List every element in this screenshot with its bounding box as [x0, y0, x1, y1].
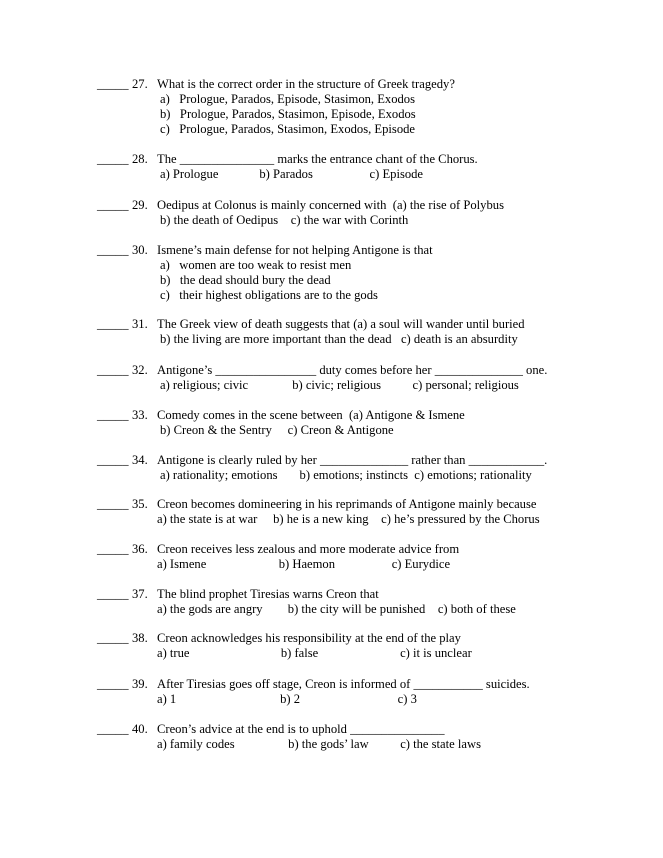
question-stem: Oedipus at Colonus is mainly concerned with (a) the rise of Polybus	[157, 198, 504, 212]
answer-options: a) women are too weak to resist men	[160, 258, 352, 273]
question-number: 30.	[132, 243, 148, 257]
answer-options: b) Creon & the Sentry c) Creon & Antigone	[160, 423, 394, 438]
answer-blank[interactable]: _____	[97, 587, 129, 601]
answer-blank[interactable]: _____	[97, 497, 129, 511]
answer-options: b) the dead should bury the dead	[160, 273, 331, 288]
question-number: 29.	[132, 198, 148, 212]
answer-options: c) their highest obligations are to the gods	[160, 288, 378, 303]
question-number: 36.	[132, 542, 148, 556]
answer-options: c) Prologue, Parados, Stasimon, Exodos, Episode	[160, 122, 415, 137]
question-number: 38.	[132, 631, 148, 645]
question-number: 27.	[132, 77, 148, 91]
answer-options: b) Prologue, Parados, Stasimon, Episode, Exodos	[160, 107, 416, 122]
answer-options: b) the living are more important than the dead c) death is an absurdity	[160, 332, 518, 347]
question-number: 40.	[132, 722, 148, 736]
answer-options: a) the gods are angry b) the city will be punished c) both of these	[157, 602, 516, 617]
question-number: 33.	[132, 408, 148, 422]
question-stem: Creon acknowledges his responsibility at the end of the play	[157, 631, 461, 645]
answer-blank[interactable]: _____	[97, 408, 129, 422]
answer-options: b) the death of Oedipus c) the war with Corinth	[160, 213, 409, 228]
question-stem: Antigone is clearly ruled by her ______________ rather than ____________.	[157, 453, 548, 467]
question-stem: The blind prophet Tiresias warns Creon that	[157, 587, 379, 601]
answer-blank[interactable]: _____	[97, 363, 129, 377]
question-stem: Comedy comes in the scene between (a) Antigone & Ismene	[157, 408, 465, 422]
answer-options: a) the state is at war b) he is a new king c) he’s pressured by the Chorus	[157, 512, 540, 527]
question-number: 39.	[132, 677, 148, 691]
question-stem: Ismene’s main defense for not helping Antigone is that	[157, 243, 433, 257]
question-stem: Creon receives less zealous and more moderate advice from	[157, 542, 460, 556]
question-number: 28.	[132, 152, 148, 166]
question-stem: What is the correct order in the structure of Greek tragedy?	[157, 77, 455, 91]
answer-blank[interactable]: _____	[97, 152, 129, 166]
answer-options: a) 1 b) 2 c) 3	[157, 692, 417, 707]
question-stem: The _______________ marks the entrance chant of the Chorus.	[157, 152, 478, 166]
answer-blank[interactable]: _____	[97, 77, 129, 91]
question-number: 35.	[132, 497, 148, 511]
answer-blank[interactable]: _____	[97, 677, 129, 691]
answer-options: a) true b) false c) it is unclear	[157, 646, 472, 661]
answer-blank[interactable]: _____	[97, 722, 129, 736]
question-stem: The Greek view of death suggests that (a) a soul will wander until buried	[157, 317, 525, 331]
answer-options: a) Prologue, Parados, Episode, Stasimon, Exodos	[160, 92, 415, 107]
answer-blank[interactable]: _____	[97, 453, 129, 467]
question-stem: After Tiresias goes off stage, Creon is informed of ___________ suicides.	[157, 677, 530, 691]
answer-options: a) rationality; emotions b) emotions; instincts c) emotions; rationality	[160, 468, 532, 483]
answer-blank[interactable]: _____	[97, 317, 129, 331]
answer-blank[interactable]: _____	[97, 243, 129, 257]
answer-options: a) Prologue b) Parados c) Episode	[160, 167, 424, 182]
question-stem: Creon’s advice at the end is to uphold _______________	[157, 722, 445, 736]
question-number: 31.	[132, 317, 148, 331]
question-number: 37.	[132, 587, 148, 601]
question-number: 34.	[132, 453, 148, 467]
answer-options: a) Ismene b) Haemon c) Eurydice	[157, 557, 451, 572]
answer-options: a) religious; civic b) civic; religious c) personal; religious	[160, 378, 519, 393]
answer-blank[interactable]: _____	[97, 542, 129, 556]
answer-options: a) family codes b) the gods’ law c) the state laws	[157, 737, 481, 752]
answer-blank[interactable]: _____	[97, 198, 129, 212]
answer-blank[interactable]: _____	[97, 631, 129, 645]
question-stem: Creon becomes domineering in his reprimands of Antigone mainly because	[157, 497, 537, 511]
question-number: 32.	[132, 363, 148, 377]
question-stem: Antigone’s ________________ duty comes before her ______________ one.	[157, 363, 548, 377]
